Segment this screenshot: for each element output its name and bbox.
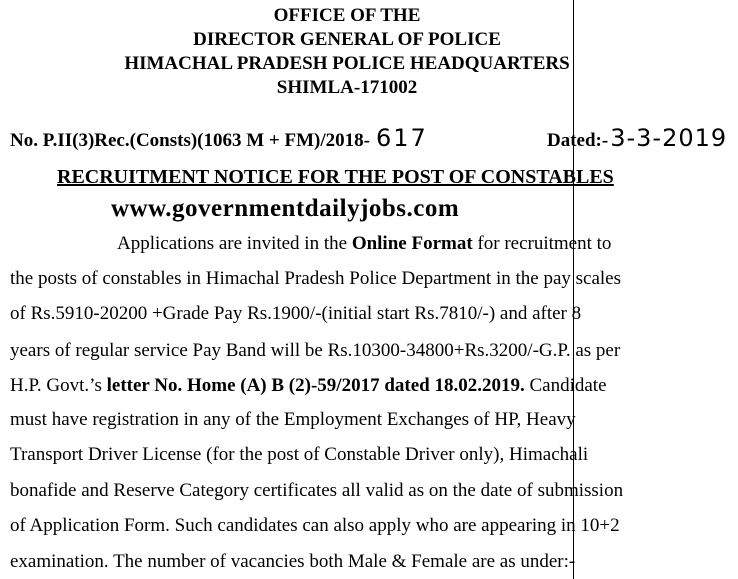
body-bold-text: Online Format	[351, 233, 473, 254]
body-line-8: bonafide and Reserve Category certificates all valid as on the date of submission	[10, 480, 624, 501]
body-line-5	[10, 375, 607, 397]
body-line-6: must have registration in any of the Employment Exchanges of HP, Heavy	[10, 409, 576, 430]
office-header-line-1: OFFICE OF THE	[273, 5, 421, 26]
reference-label: No. P.II(3)Rec.(Consts)(1063 M + FM)/2018-	[10, 130, 370, 151]
notice-title: RECRUITMENT NOTICE FOR THE POST OF CONSTABLES	[57, 166, 614, 188]
dated-label: Dated:-	[547, 130, 609, 151]
body-line-10: examination. The number of vacancies both Male & Female are as under:-	[10, 551, 576, 572]
office-header-line-4: SHIMLA-171002	[276, 77, 418, 98]
body-text: for recruitment to	[472, 233, 612, 254]
body-bold-text: letter No. Home (A) B (2)-59/2017 dated 18.02.2019.	[106, 375, 525, 396]
office-header-line-3: HIMACHAL PRADESH POLICE HEADQUARTERS	[124, 53, 570, 74]
body-text: Candidate	[524, 375, 607, 396]
body-line-7: Transport Driver License (for the post of Constable Driver only), Himachali	[10, 444, 589, 465]
body-text: H.P. Govt.’s	[10, 375, 107, 396]
body-line-4: years of regular service Pay Band will be Rs.10300-34800+Rs.3200/-G.P. as per	[10, 340, 621, 361]
date-line	[547, 124, 727, 152]
body-text: Applications are invited in the	[117, 233, 352, 254]
handwritten-reference-number: 617	[375, 124, 428, 152]
body-line-1	[117, 233, 611, 255]
website-watermark: www.governmentdailyjobs.com	[111, 195, 460, 222]
reference-number	[10, 124, 428, 152]
body-line-9: of Application Form. Such candidates can also apply who are appearing in 10+2	[10, 515, 620, 536]
handwritten-date: 3-3-2019	[610, 124, 728, 152]
office-header-line-2: DIRECTOR GENERAL OF POLICE	[193, 29, 501, 50]
body-line-3: of Rs.5910-20200 +Grade Pay Rs.1900/-(initial start Rs.7810/-) and after 8	[10, 303, 582, 324]
body-line-2: the posts of constables in Himachal Pradesh Police Department in the pay scales	[10, 268, 622, 289]
